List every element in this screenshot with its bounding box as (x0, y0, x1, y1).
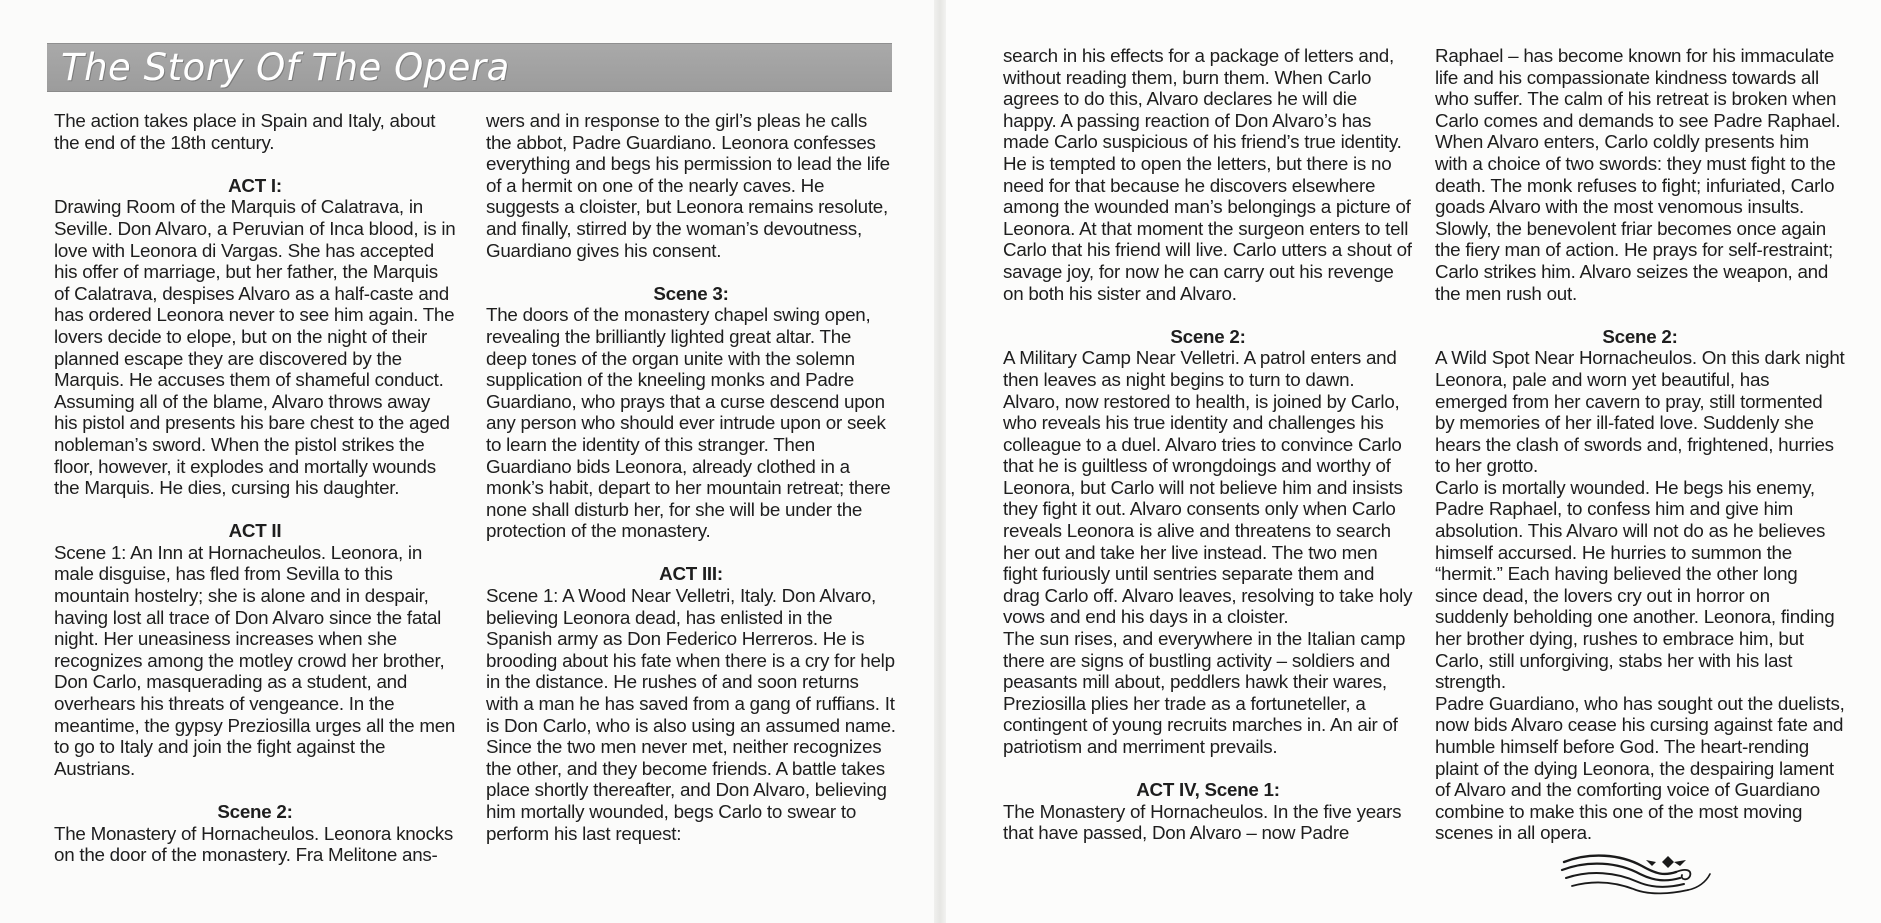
act3-scene1-paragraph: Scene 1: A Wood Near Velletri, Italy. Don Alvaro, believing Leonora dead, has enlisted in the Spanish army as Don Federico Herreros. He is brooding about his fate when there is a cry for help in the distance. He rushes of and soon returns with a man he has saved from a gang of ruffians. It is Don Carlo, who is also using an assumed name. Since the two men never met, neither recognizes the other, and they become friends. A battle takes place shortly thereafter, and Don Alvaro, believing him mortally wounded, begs Carlo to swear to perform his last request: (486, 585, 896, 844)
act2-scene3-heading: Scene 3: (653, 282, 729, 304)
act4-heading: ACT IV, Scene 1: (1136, 779, 1280, 801)
act1-paragraph: Drawing Room of the Marquis of Calatrava, in Seville. Don Alvaro, a Peruvian of Inca blood, is in love with Leonora di Vargas. She has accepted his offer of marriage, but her father, the Marquis of Calatrava, despises Alvaro as a half-caste and has ordered Leonora never to see him again. The lovers decide to elope, but on the night of their planned escape they are discovered by the Marquis. He accuses them of shameful conduct. Assuming all of the blame, Alvaro throws away his pistol and presents his bare chest to the aged nobleman’s sword. When the pistol strikes the floor, however, it explodes and mortally wounds the Marquis. He dies, cursing his daughter. (54, 196, 456, 499)
act4-scene2-heading: Scene 2: (1602, 325, 1678, 347)
act2-scene2-heading: Scene 2: (217, 801, 293, 822)
act4-scene2-paragraph: A Wild Spot Near Hornacheulos. On this dark night Leonora, pale and worn yet beautiful, has emerged from her cavern to pray, still tormented by memories of her ill-fated love. Suddenly she hears the clash of swords and, frightened, hurries to her grotto. (1435, 347, 1845, 477)
page-title: The Story Of The Opera (61, 46, 510, 89)
act3-scene1-continued: search in his effects for a package of letters and, without reading them, burn them. When Carlo agrees to do this, Alvaro declares he will die happy. A passing reaction of Don Alvaro’s has made Carlo suspicious of his friend’s true identity. He is tempted to open the letters, but there is no need for that because he discovers elsewhere among the wounded man’s belongings a picture of Leonora. At that moment the surgeon enters to tell Carlo that his friend will live. Carlo utters a shout of savage joy, for now he can carry out his revenge on both his sister and Alvaro. (1003, 45, 1412, 304)
intro-paragraph: The action takes place in Spain and Italy, about the end of the 18th century. (54, 110, 436, 153)
act4-scene1-continued: Raphael – has become known for his immaculate life and his compassionate kindness towards all who suffer. The calm of his retreat is broken when Carlo comes and demands to see Padre Raphael. When Alvaro enters, Carlo coldly presents him with a choice of two swords: they must fight to the death. The monk refuses to fight; infuriated, Carlo goads Alvaro with the most venomous insults. Slowly, the benevolent friar becomes once again the fiery man of action. He prays for self-restraint; Carlo strikes him. Alvaro seizes the weapon, and the men rush out. (1435, 45, 1841, 304)
act3-heading: ACT III: (659, 563, 723, 585)
act4-scene2-paragraph-2: Carlo is mortally wounded. He begs his enemy, Padre Raphael, to confess him and give him absolution. This Alvaro will not do as he believes himself accursed. He hurries to summon the “hermit.” Each having believed the other long since dead, the lovers cry out in horror on suddenly beholding one another. Leonora, finding her brother dying, rushes to embrace him, but Carlo, still unforgiving, stabs her with his last strength. (1435, 476, 1835, 693)
act3-scene2-paragraph: A Military Camp Near Velletri. A patrol enters and then leaves as night begins to turn to dawn. Alvaro, now restored to health, is joined by Carlo, who reveals his true identity and challenges his colleague to a duel. Alvaro tries to convince Carlo that he is guiltless of wrongdoings and worthy of Leonora, but Carlo will not believe him and insists they fight it out. Alvaro consents only when Carlo reveals Leonora is alive and threatens to search her out and take her live instead. The two men fight furiously until sentries separate them and drag Carlo off. Alvaro leaves, resolving to take holy vows and end his days in a cloister. (1003, 347, 1413, 628)
act2-scene3-paragraph: The doors of the monastery chapel swing open, revealing the brilliantly lighted great altar. The deep tones of the organ unite with the solemn supplication of the kneeling monks and Padre Guardiano, who prays that a curse descend upon any person who should ever intrude upon or seek to learn the identity of this stranger. Then Guardiano bids Leonora, already clothed in a monk’s habit, depart to her mountain retreat; there none shall disturb her, for she will be under the protection of the monastery. (486, 304, 891, 542)
act1-heading: ACT I: (228, 174, 282, 196)
column-3 (1003, 45, 1413, 844)
act4-scene2-paragraph-3: Padre Guardiano, who has sought out the duelists, now bids Alvaro cease his cursing against fate and humble himself before God. The heart-rending plaint of the dying Leonora, the despairing lament of Alvaro and the comforting voice of Guardiano combine to make this one of the most moving scenes in all opera. (1435, 692, 1845, 844)
act3-scene2-heading: Scene 2: (1170, 325, 1246, 347)
act4-scene1-paragraph: The Monastery of Hornacheulos. In the five years that have passed, Don Alvaro – now Padre (1003, 800, 1402, 844)
swirl-ornament-icon (1560, 848, 1718, 900)
act2-paragraph: Scene 1: An Inn at Hornacheulos. Leonora, in male disguise, has fled from Sevilla to this mountain hostelry; she is alone and in despair, having lost all trace of Don Alvaro since the fatal night. Her uneasiness increases when she recognizes among the motley crowd her brother, Don Carlo, masquerading as a student, and overhears his threats of vengeance. In the meantime, the gypsy Preziosilla urges all the men to go to Italy and join the fight against the Austrians. (54, 541, 456, 779)
column-1 (54, 110, 456, 866)
act2-heading: ACT II (228, 520, 282, 542)
column-4 (1435, 45, 1845, 844)
page-gutter (934, 0, 946, 923)
act2-scene2-paragraph: The Monastery of Hornacheulos. Leonora knocks on the door of the monastery. Fra Melitone ans- (54, 822, 454, 866)
column-2 (486, 110, 896, 844)
title-bar (47, 43, 892, 92)
act2-scene2-continued: wers and in response to the girl’s pleas he calls the abbot, Padre Guardiano. Leonora confesses everything and begs his permission to lead the life of a hermit on one of the nearly caves. He suggests a cloister, but Leonora remains resolute, and finally, stirred by the woman’s devoutness, Guardiano gives his consent. (486, 110, 890, 261)
act3-scene2-paragraph-2: The sun rises, and everywhere in the Italian camp there are signs of bustling activity – soldiers and peasants mill about, peddlers hawk their wares, Preziosilla plies her trade as a fortuneteller, a contingent of young recruits marches in. An air of patriotism and merriment prevails. (1003, 628, 1406, 757)
